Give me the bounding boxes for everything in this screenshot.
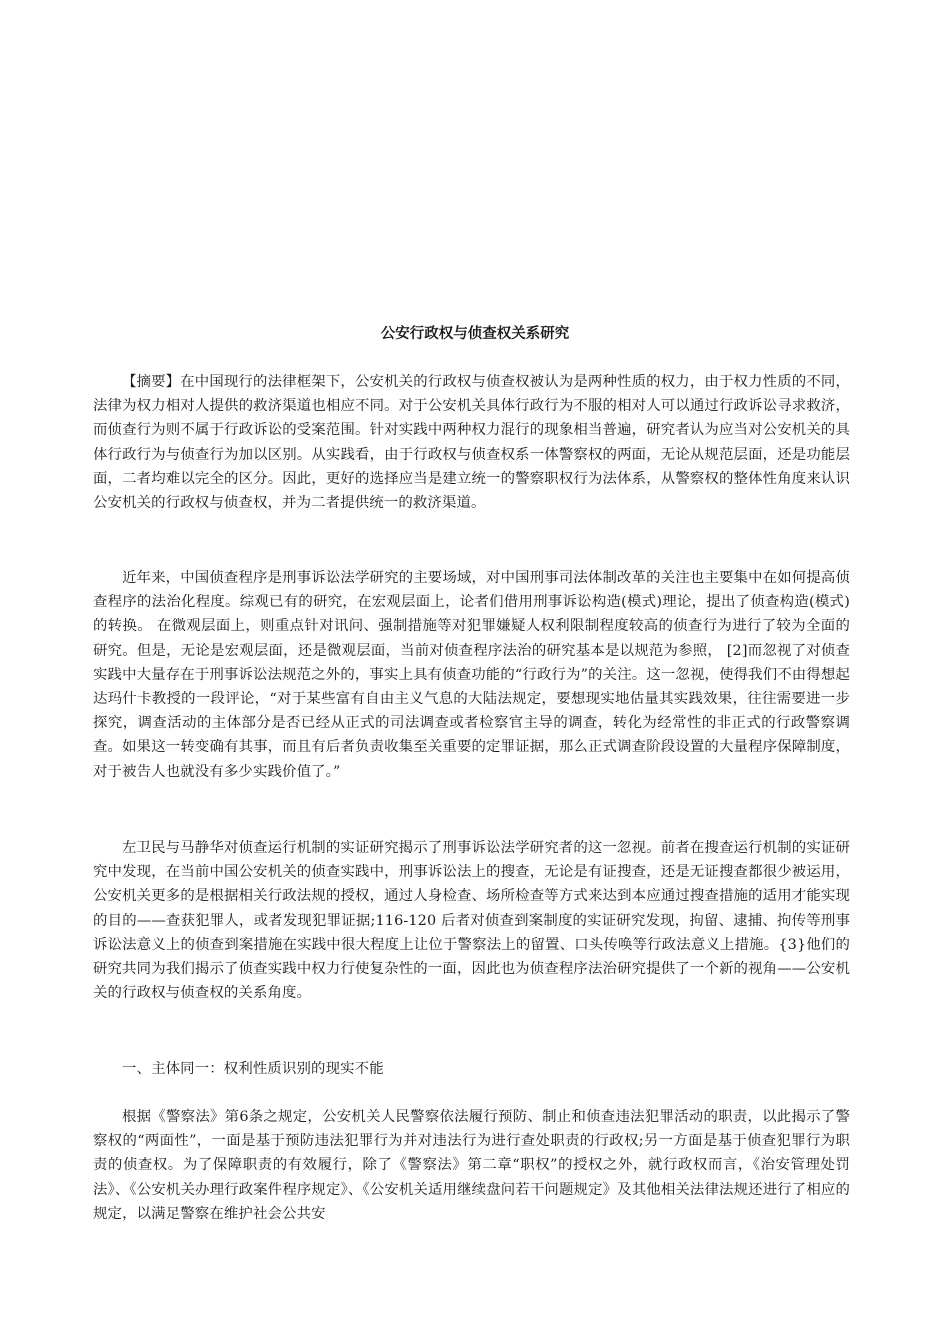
abstract-paragraph: 【摘要】在中国现行的法律框架下，公安机关的行政权与侦查权被认为是两种性质的权力，由于权力性质的不同，法律为权力相对人提供的救济渠道也相应不同。对于公安机关具体行政行为不服的相对人可以通过行政诉讼寻求救济，而侦查行为则不属于行政诉讼的受案范围。针对实践中两种权力混行的现象相当普遍，研究者认为应当对公安机关的具体行政行为与侦查行为加以区别。从实践看，由于行政权与侦查权系一体警察权的两面，无论从规范层面，还是功能层面，二者均难以完全的区分。因此，更好的选择应当是建立统一的警察职权行为法体系，从警察权的整体性角度来认识公安机关的行政权与侦查权，并为二者提供统一的救济渠道。 — [93, 374, 850, 512]
empirical-research-paragraph: 左卫民与马静华对侦查运行机制的实证研究揭示了刑事诉讼法学研究者的这一忽视。前者在搜查运行机制的实证研究中发现，在当前中国公安机关的侦查实践中，刑事诉讼法上的搜查，无论是有证搜查，还是无证搜查都很少被运用，公安机关更多的是根据相关行政法规的授权，通过人身检查、场所检查等方式来达到本应通过搜查措施的适用才能实现的目的——查获犯罪人，或者发现犯罪证据;116-120 后者对侦查到案制度的实证研究发现，拘留、逮捕、拘传等刑事诉讼法意义上的侦查到案措施在实践中很大程度上让位于警察法上的留置、口头传唤等行政法意义上措施。{3}他们的研究共同为我们揭示了侦查实践中权力行使复杂性的一面，因此也为侦查程序法治研究提供了一个新的视角——公安机关的行政权与侦查权的关系角度。 — [93, 840, 850, 1002]
police-law-paragraph: 根据《警察法》第6条之规定，公安机关人民警察依法履行预防、制止和侦查违法犯罪活动的职责，以此揭示了警察权的“两面性”，一面是基于预防违法犯罪行为并对违法行为进行查处职责的行政权;另一方面是基于侦查犯罪行为职责的侦查权。为了保障职责的有效履行，除了《警察法》第二章“职权”的授权之外，就行政权而言，《治安管理处罚法》、《公安机关办理行政案件程序规定》、《公安机关适用继续盘问若干问题规定》及其他相关法律法规还进行了相应的规定，以满足警察在维护社会公共安 — [93, 1109, 850, 1222]
document-title: 公安行政权与侦查权关系研究 — [380, 326, 570, 342]
intro-paragraph: 近年来，中国侦查程序是刑事诉讼法学研究的主要场域，对中国刑事司法体制改革的关注也主要集中在如何提高侦查程序的法治化程度。综观已有的研究，在宏观层面上，论者们借用刑事诉讼构造(模式)理论，提出了侦查构造(模式)的转换。 在微观层面上，则重点针对讯问、强制措施等对犯罪嫌疑人权利限制程度较高的侦查行为进行了较为全面的研究。但是，无论是宏观层面，还是微观层面，当前对侦查程序法治的研究基本是以规范为参照， [2]而忽视了对侦查实践中大量存在于刑事诉讼法规范之外的，事实上具有侦查功能的“行政行为”的关注。这一忽视，使得我们不由得想起达玛什卡教授的一段评论，“对于某些富有自由主义气息的大陆法规定，要想现实地估量其实践效果，往往需要进一步探究，调查活动的主体部分是否已经从正式的司法调查或者检察官主导的调查，转化为经常性的非正式的行政警察调查。如果这一转变确有其事，而且有后者负责收集至关重要的定罪证据，那么正式调查阶段设置的大量程序保障制度，对于被告人也就没有多少实践价值了。” — [93, 570, 850, 780]
section-heading: 一、主体同一：权利性质识别的现实不能 — [122, 1061, 384, 1077]
